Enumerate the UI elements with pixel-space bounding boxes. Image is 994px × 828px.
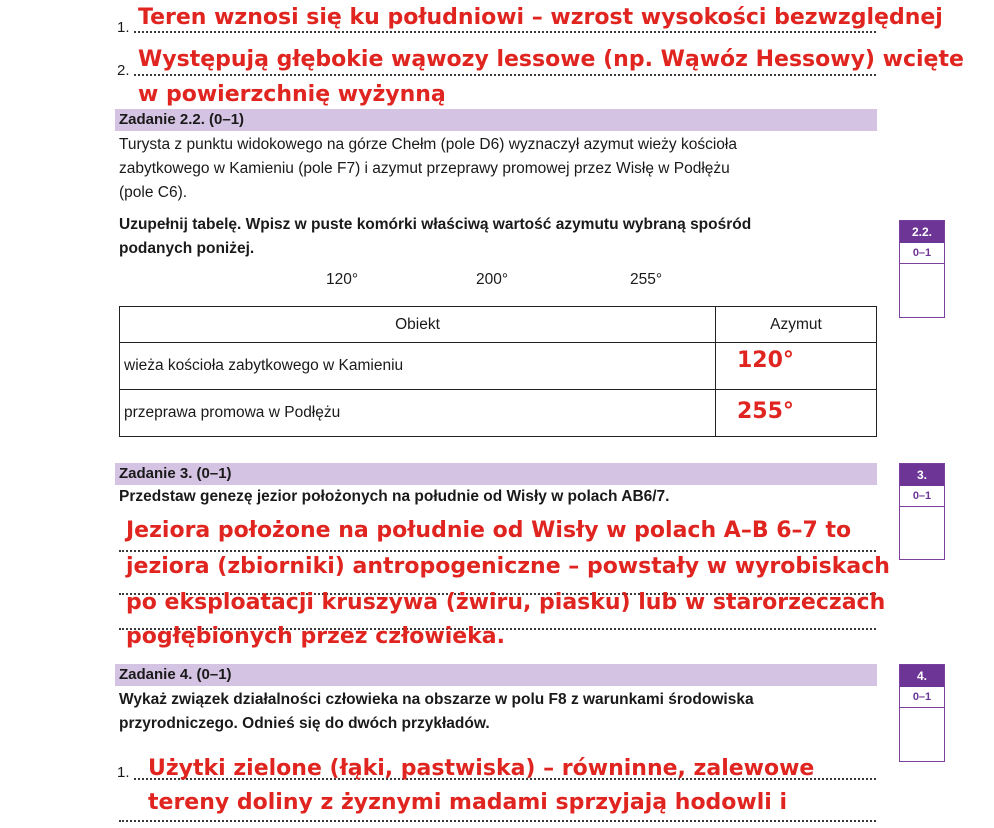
task-4-question-line: Wykaż związek działalności człowieka na obszarze w polu F8 z warunkami środowiska	[119, 691, 754, 708]
object-cell: wieża kościoła zabytkowego w Kamieniu	[120, 343, 716, 390]
answer-line	[119, 550, 876, 552]
score-range: 0–1	[900, 486, 944, 507]
column-header-azimuth: Azymut	[716, 307, 877, 343]
table-header-row	[120, 307, 877, 343]
score-label: 3.	[900, 464, 944, 486]
handwritten-answer-4-line: Użytki zielone (łąki, pastwiska) – równinne, zalewowe	[148, 756, 815, 781]
task-2-2-instruction-line: podanych poniżej.	[119, 240, 255, 257]
answer-number-1: 1.	[117, 19, 130, 36]
task-2-2-body-line: zabytkowego w Kamieniu (pole F7) i azymut przeprawy promowej przez Wisłę w Podłężu	[119, 160, 730, 177]
task-2-2-body-line: Turysta z punktu widokowego na górze Chełm (pole D6) wyznaczył azymut wieży kościoła	[119, 136, 737, 153]
task-2-2-instruction-line: Uzupełnij tabelę. Wpisz w puste komórki właściwą wartość azymutu wybraną spośród	[119, 216, 752, 233]
handwritten-answer-3-line: po eksploatacji kruszywa (żwiru, piasku) lub w starorzeczach	[126, 590, 886, 615]
task-4-question-line: przyrodniczego. Odnieś się do dwóch przykładów.	[119, 715, 490, 732]
handwritten-answer-3-line: pogłębionych przez człowieka.	[126, 624, 505, 649]
score-range: 0–1	[900, 687, 944, 708]
task-4-header: Zadanie 4. (0–1)	[115, 664, 877, 686]
handwritten-answer-4-line: tereny doliny z żyznymi madami sprzyjają hodowli i	[148, 790, 788, 815]
handwritten-azimuth-2: 255°	[737, 399, 794, 424]
azimuth-option: 200°	[476, 271, 509, 288]
task-2-2-body-line: (pole C6).	[119, 184, 188, 201]
handwritten-answer-3-line: jeziora (zbiorniki) antropogeniczne – powstały w wyrobiskach	[126, 554, 890, 579]
answer-line	[119, 820, 876, 822]
handwritten-answer-3-line: Jeziora położone na południe od Wisły w polach A–B 6–7 to	[126, 518, 852, 543]
score-box-3	[899, 463, 945, 560]
azimuth-option: 255°	[630, 271, 663, 288]
handwritten-answer-1: Teren wznosi się ku południowi – wzrost wysokości bezwzględnej	[138, 5, 943, 30]
handwritten-answer-2-line-1: Występują głębokie wąwozy lessowe (np. Wąwóz Hessowy) wcięte	[138, 47, 964, 72]
handwritten-answer-2-line-2: w powierzchnię wyżynną	[138, 82, 446, 107]
task-3-question: Przedstaw genezę jezior położonych na południe od Wisły w polach AB6/7.	[119, 488, 670, 505]
answer-number-2: 2.	[117, 62, 130, 79]
task-3-header: Zadanie 3. (0–1)	[115, 463, 877, 485]
score-box-2-2	[899, 220, 945, 318]
task-2-2-instruction	[119, 213, 879, 261]
answer-line-2	[134, 74, 876, 76]
azimuth-option: 120°	[326, 271, 359, 288]
column-header-object: Obiekt	[120, 307, 716, 343]
task-2-2-body	[119, 133, 879, 205]
handwritten-azimuth-1: 120°	[737, 348, 794, 373]
task-2-2-header: Zadanie 2.2. (0–1)	[115, 109, 877, 131]
answer-number: 1.	[117, 764, 130, 781]
score-box-4	[899, 664, 945, 762]
object-cell: przeprawa promowa w Podłężu	[120, 390, 716, 437]
answer-line-1	[134, 31, 876, 33]
score-label: 2.2.	[900, 221, 944, 243]
score-label: 4.	[900, 665, 944, 687]
score-range: 0–1	[900, 243, 944, 264]
task-4-question	[119, 688, 879, 736]
